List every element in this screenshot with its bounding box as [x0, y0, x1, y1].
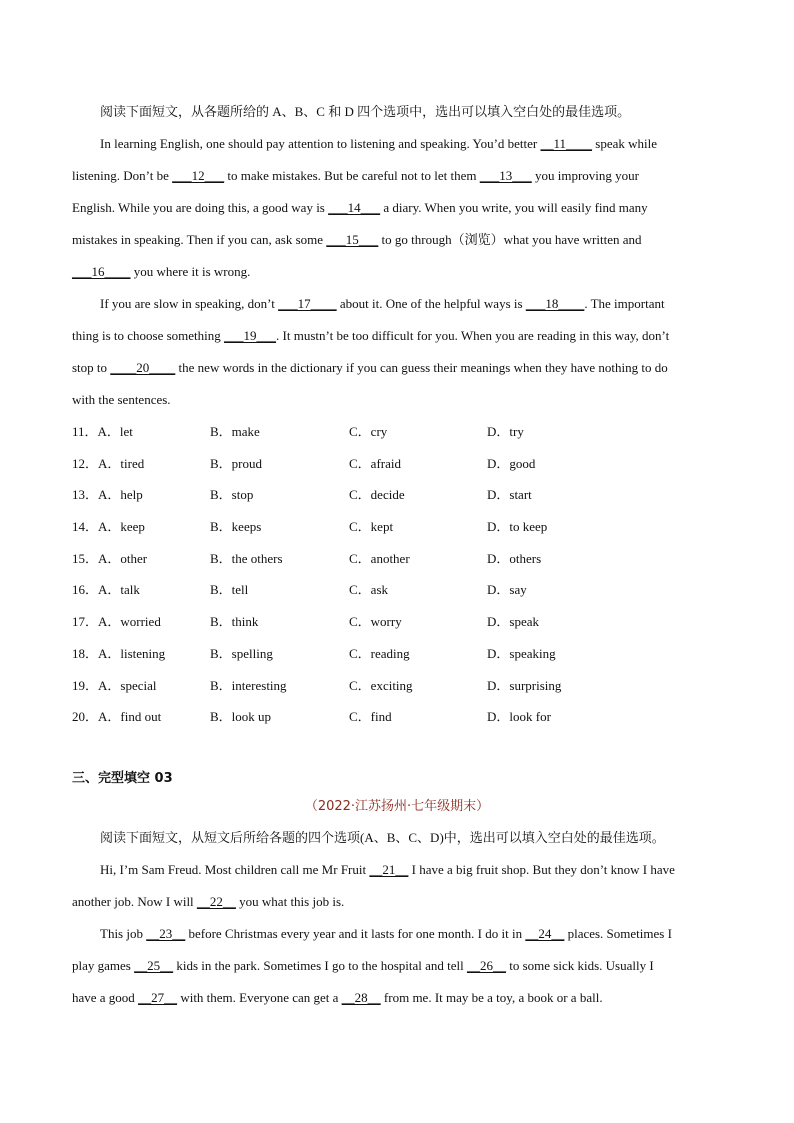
passage-line — [72, 384, 722, 416]
passage-text: Hi, I’m Sam Freud. Most children call me Mr Fruit — [100, 862, 370, 877]
answer-blank: ___18____ — [525, 296, 585, 311]
option-choice: C．exciting — [349, 677, 413, 693]
passage-line — [72, 320, 722, 352]
answer-blank: __27__ — [138, 990, 178, 1005]
answer-blank: ___17____ — [278, 296, 337, 311]
answer-blank: ___15___ — [326, 232, 379, 247]
option-choice: D．start — [487, 487, 532, 503]
option-choice: B．tell — [210, 582, 249, 598]
passage-1 — [72, 96, 722, 733]
option-choice: D．to keep — [487, 519, 548, 535]
answer-blank: __25__ — [134, 958, 174, 973]
option-choice: C．worry — [349, 614, 402, 630]
passage-text: This job — [100, 926, 147, 941]
answer-blank: ___16____ — [72, 264, 131, 279]
passage-line — [72, 886, 722, 918]
option-row — [72, 416, 722, 448]
answer-blank: __23__ — [146, 926, 186, 941]
option-choice: C．ask — [349, 582, 389, 598]
option-choice: B．interesting — [210, 677, 287, 693]
option-choice: 20．A．find out — [72, 709, 162, 725]
option-choice: C．reading — [349, 645, 410, 661]
passage-text: to go through（浏览）what you have written and — [378, 232, 642, 247]
source-label: （2022·江苏扬州·七年级期末） — [304, 799, 490, 814]
option-row — [72, 638, 722, 670]
option-choice: B．think — [210, 614, 259, 630]
option-row — [72, 574, 722, 606]
passage-line — [72, 288, 722, 320]
option-choice: D．speaking — [487, 645, 556, 661]
answer-blank: __11____ — [540, 136, 593, 151]
option-choice: C．afraid — [349, 455, 401, 471]
passage-text: speak while — [592, 136, 658, 151]
answer-blank: __26__ — [467, 958, 506, 973]
passage-line — [72, 352, 722, 384]
passage-line — [72, 854, 722, 886]
option-choice: C．find — [349, 709, 392, 725]
passage-line — [72, 160, 722, 192]
option-choice: 17．A．worried — [72, 614, 161, 630]
passage-text: another job. Now I will — [72, 894, 197, 909]
answer-blank: ____20____ — [110, 360, 176, 375]
passage-text: . It mustn’t be too difficult for you. When you are reading in this way, don’t — [276, 328, 670, 343]
option-choice: 12．A．tired — [72, 455, 145, 471]
passage-line — [72, 192, 722, 224]
instruction-1: 阅读下面短文，从各题所给的 A、B、C 和 D 四个选项中，选出可以填入空白处的最佳选项。 — [100, 104, 631, 119]
option-choice: B．make — [210, 424, 260, 439]
passage-text: places. Sometimes I — [564, 926, 672, 941]
answer-blank: ___12___ — [172, 168, 225, 183]
option-choice: B．the others — [210, 550, 283, 566]
passage-line — [72, 256, 722, 288]
passage-text: before Christmas every year and it lasts for one month. I do it in — [185, 926, 526, 941]
passage-text: to some sick kids. Usually I — [506, 958, 654, 973]
option-choice: D．speak — [487, 614, 539, 630]
option-choice: 13．A．help — [72, 487, 143, 503]
option-choice: D．look for — [487, 709, 551, 725]
passage-text: you improving your — [531, 168, 639, 183]
option-row — [72, 448, 722, 480]
passage-text: have a good — [72, 990, 139, 1005]
option-choice: C．decide — [349, 487, 405, 503]
answer-blank: __22__ — [196, 894, 236, 909]
option-choice: D．good — [487, 455, 536, 471]
option-choice: B．stop — [210, 487, 254, 503]
option-choice: C．another — [349, 550, 410, 566]
passage-line — [72, 128, 722, 160]
option-choice: 18．A．listening — [72, 645, 166, 661]
passage-text: If you are slow in speaking, don’t — [100, 296, 279, 311]
option-row — [72, 701, 722, 733]
passage-2 — [72, 822, 722, 1014]
passage-text: you where it is wrong. — [130, 264, 251, 279]
passage-text: In learning English, one should pay attention to listening and speaking. You’d better — [100, 136, 541, 151]
passage-text: with the sentences. — [72, 392, 171, 407]
answer-blank: __21__ — [369, 862, 409, 877]
passage-text: listening. Don’t be — [72, 168, 173, 183]
option-choice: C．kept — [349, 519, 394, 535]
passage-text: . The important — [584, 296, 665, 311]
instruction-2: 阅读下面短文，从短文后所给各题的四个选项(A、B、C、D)中，选出可以填入空白处的最佳选项。 — [100, 830, 665, 845]
option-row — [72, 543, 722, 575]
passage-text: I have a big fruit shop. But they don’t know I have — [408, 862, 675, 877]
option-choice: D．say — [487, 582, 527, 598]
answer-blank: ___14___ — [328, 200, 381, 215]
option-choice: 19．A．special — [72, 677, 157, 693]
answer-blank: __24__ — [525, 926, 565, 941]
passage-text: mistakes in speaking. Then if you can, ask some — [72, 232, 327, 247]
passage-text: a diary. When you write, you will easily find many — [380, 200, 648, 215]
passage-text: English. While you are doing this, a good way is — [72, 200, 329, 215]
option-choice: C．cry — [349, 424, 388, 439]
passage-2-lines — [72, 854, 722, 1014]
passage-text: you what this job is. — [235, 894, 345, 909]
answer-blank: __28__ — [341, 990, 381, 1005]
passage-line — [72, 950, 722, 982]
option-row — [72, 606, 722, 638]
options-table — [72, 416, 722, 733]
passage-text: the new words in the dictionary if you can guess their meanings when they have nothing to do — [175, 360, 668, 375]
option-choice: 15．A．other — [72, 550, 148, 566]
option-choice: 11．A．let — [72, 424, 133, 439]
passage-line — [72, 224, 722, 256]
passage-text: about it. One of the helpful ways is — [336, 296, 526, 311]
passage-text: from me. It may be a toy, a book or a ball. — [380, 990, 603, 1005]
option-row — [72, 670, 722, 702]
option-choice: D．surprising — [487, 677, 562, 693]
passage-text: kids in the park. Sometimes I go to the hospital and tell — [173, 958, 467, 973]
option-choice: 16．A．talk — [72, 582, 140, 598]
answer-blank: ___13___ — [479, 168, 532, 183]
option-choice: D．others — [487, 550, 542, 566]
option-row — [72, 479, 722, 511]
answer-blank: ___19___ — [224, 328, 277, 343]
option-choice: B．look up — [210, 709, 272, 725]
option-choice: 14．A．keep — [72, 519, 145, 535]
passage-line — [72, 918, 722, 950]
passage-text: stop to — [72, 360, 111, 375]
passage-text: with them. Everyone can get a — [177, 990, 342, 1005]
passage-1-lines — [72, 128, 722, 416]
option-choice: B．spelling — [210, 645, 273, 661]
option-choice: B．keeps — [210, 519, 262, 535]
passage-line — [72, 982, 722, 1014]
passage-text: to make mistakes. But be careful not to let them — [224, 168, 480, 183]
section-title: 三、完型填空 03 — [72, 771, 173, 786]
passage-text: thing is to choose something — [72, 328, 225, 343]
option-row — [72, 511, 722, 543]
option-choice: B．proud — [210, 455, 263, 471]
passage-text: play games — [72, 958, 135, 973]
option-choice: D．try — [487, 424, 524, 439]
